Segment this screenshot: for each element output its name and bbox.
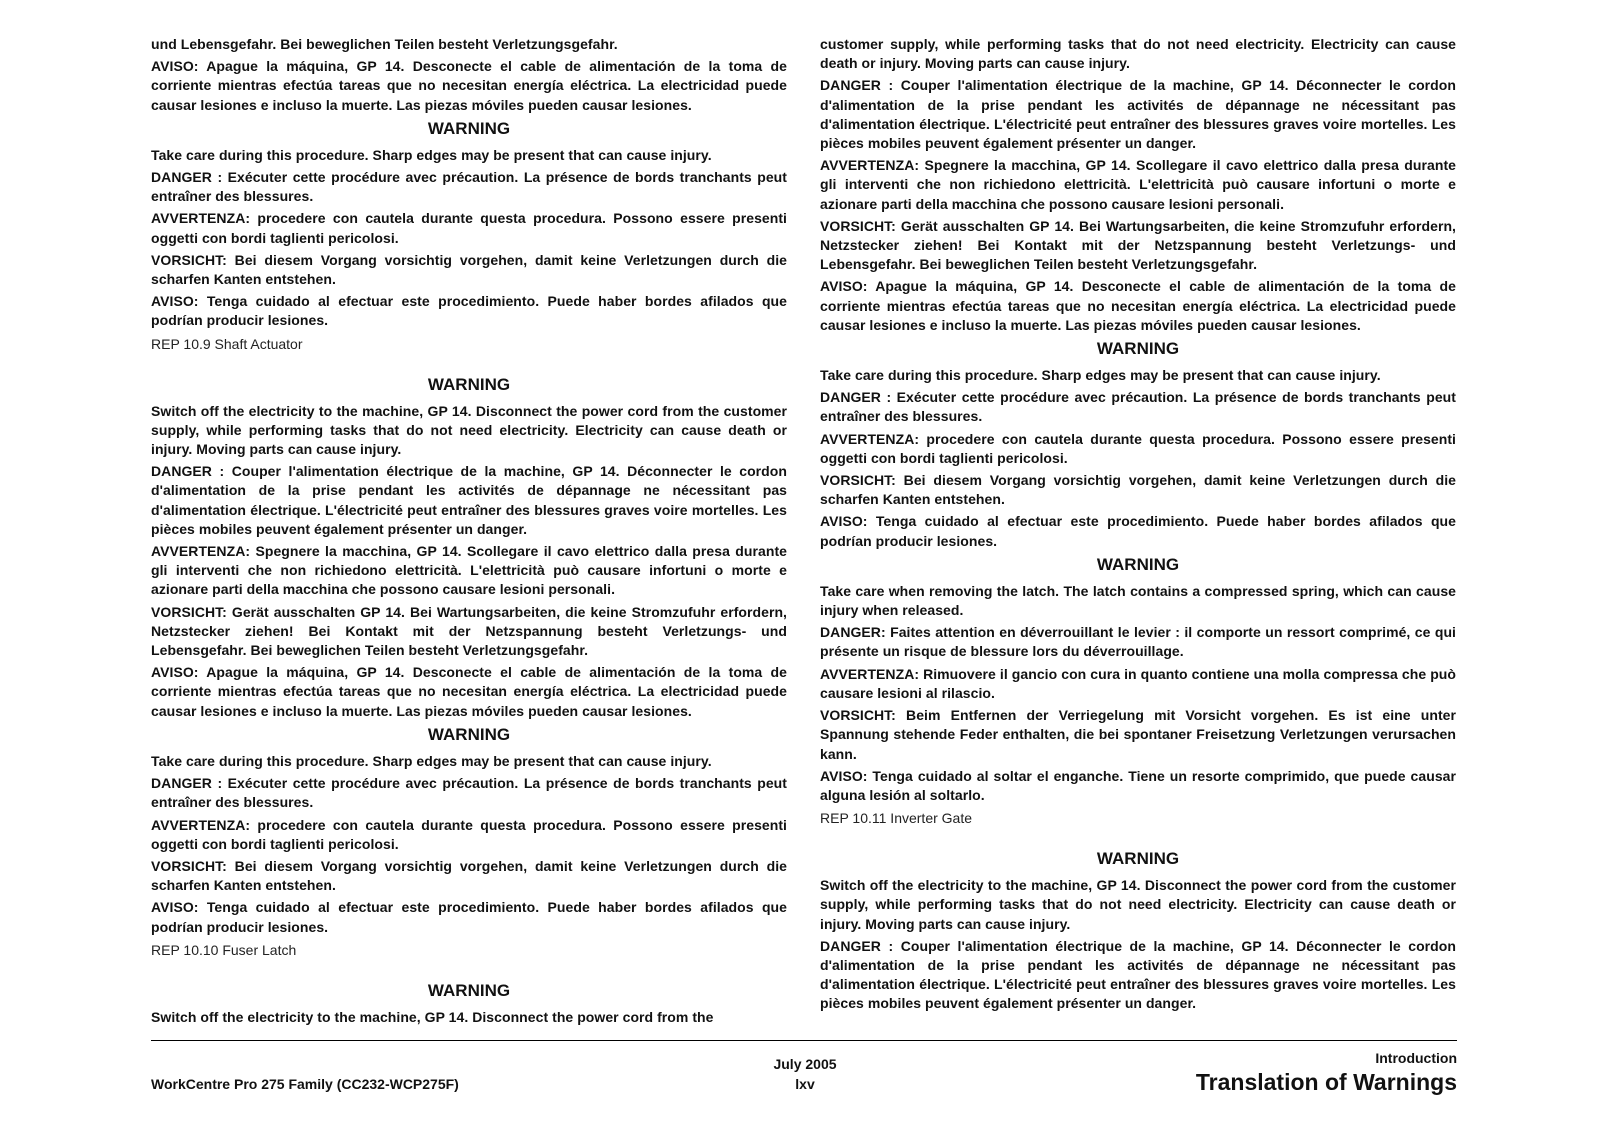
warning-paragraph: VORSICHT: Bei diesem Vorgang vorsichtig vorgehen, damit keine Verletzungen durch die scharfen Kanten entstehen. [820, 472, 1456, 508]
warning-heading: WARNING [427, 724, 511, 744]
warning-paragraph: DANGER : Exécuter cette procédure avec précaution. La présence de bords tranchants peut entraîner des blessures. [151, 169, 787, 205]
warning-heading: WARNING [1096, 554, 1180, 574]
warning-paragraph: customer supply, while performing tasks that do not need electricity. Electricity can cause death or injury. Moving parts can cause injury. [820, 36, 1456, 72]
footer-page-number: lxv [795, 1076, 815, 1092]
warning-paragraph: VORSICHT: Bei diesem Vorgang vorsichtig vorgehen, damit keine Verletzungen durch die scharfen Kanten entstehen. [151, 251, 787, 288]
warning-paragraph: DANGER: Faites attention en déverrouillant le levier : il comporte un ressort comprimé, ce qui présente un risque de blessure lors du déverrouillage. [820, 624, 1456, 660]
footer-product-name: WorkCentre Pro 275 Family (CC232-WCP275F) [151, 1076, 459, 1092]
warning-paragraph: AVVERTENZA: Spegnere la macchina, GP 14. Scollegare il cavo elettrico dalla presa durante gli interventi che non richiedono elettricità. L'elettricità può causare infortuni o morte e azionare parti della macchina che possono causare lesioni personali. [151, 543, 787, 598]
warning-paragraph: VORSICHT: Gerät ausschalten GP 14. Bei Wartungsarbeiten, die keine Stromzufuhr erfordern, Netzstecker ziehen! Bei Kontakt mit der Netzspannung besteht Verletzungs- und Lebensgefahr. Bei beweglichen Teilen besteht Verletzungsgefahr. [820, 217, 1456, 273]
rep-section-title: REP 10.10 Fuser Latch [151, 941, 297, 958]
warning-paragraph: AVVERTENZA: Spegnere la macchina, GP 14. Scollegare il cavo elettrico dalla presa durante gli interventi che non richiedono elettricità. L'elettricità può causare infortuni o morte e azionare parti della macchina che possono causare lesioni personali. [820, 157, 1456, 212]
warning-paragraph: DANGER : Exécuter cette procédure avec précaution. La présence de bords tranchants peut entraîner des blessures. [820, 389, 1456, 425]
warning-paragraph: AVISO: Apague la máquina, GP 14. Desconecte el cable de alimentación de la toma de corriente mientras efectúa tareas que no necesitan energía eléctrica. La electricidad puede causar lesiones e incluso la muerte. Las piezas móviles pueden causar lesiones. [820, 278, 1456, 333]
warning-paragraph: AVISO: Tenga cuidado al efectuar este procedimiento. Puede haber bordes afilados que podrían producir lesiones. [151, 293, 787, 329]
footer-right-block [1196, 1049, 1457, 1097]
warning-paragraph: AVVERTENZA: procedere con cautela durante questa procedura. Possono essere presenti oggetti con bordi taglienti pericolosi. [151, 210, 787, 246]
right-column [820, 35, 1456, 1017]
rep-section-title: REP 10.11 Inverter Gate [820, 810, 973, 827]
warning-paragraph: DANGER : Couper l'alimentation électrique de la machine, GP 14. Déconnecter le cordon d'alimentation de la prise pendant les activités de dépannage ne nécessitant pas d'alimentation électrique. L'électricité peut entraîner des blessures graves voire mortelles. Les pièces mobiles peuvent également présenter un danger. [151, 463, 787, 537]
warning-paragraph: Switch off the electricity to the machine, GP 14. Disconnect the power cord from the customer supply, while performing tasks that do not need electricity. Electricity can cause death or injury. Moving parts can cause injury. [151, 402, 787, 458]
warning-paragraph: AVVERTENZA: Rimuovere il gancio con cura in quanto contiene una molla compressa che può causare lesioni al rilascio. [820, 665, 1456, 701]
warning-paragraph: Take care when removing the latch. The latch contains a compressed spring, which can cause injury when released. [820, 582, 1456, 619]
warning-paragraph: Take care during this procedure. Sharp edges may be present that can cause injury. [820, 367, 1381, 384]
warning-heading: WARNING [427, 980, 511, 1000]
footer-divider [151, 1040, 1457, 1041]
warning-paragraph: AVISO: Tenga cuidado al efectuar este procedimiento. Puede haber bordes afilados que podrían producir lesiones. [820, 513, 1456, 549]
warning-paragraph: AVVERTENZA: procedere con cautela durante questa procedura. Possono essere presenti oggetti con bordi taglienti pericolosi. [820, 430, 1456, 466]
warning-paragraph: AVISO: Apague la máquina, GP 14. Desconecte el cable de alimentación de la toma de corriente mientras efectúa tareas que no necesitan energía eléctrica. La electricidad puede causar lesiones e incluso la muerte. Las piezas móviles pueden causar lesiones. [151, 664, 787, 719]
warning-paragraph: DANGER : Couper l'alimentation électrique de la machine, GP 14. Déconnecter le cordon d'alimentation de la prise pendant les activités de dépannage ne nécessitant pas d'alimentation électrique. L'électricité peut entraîner des blessures graves voire mortelles. Les pièces mobiles peuvent également présenter un danger. [820, 937, 1456, 1012]
warning-paragraph: DANGER : Couper l'alimentation électrique de la machine, GP 14. Déconnecter le cordon d'alimentation de la prise pendant les activités de dépannage ne nécessitant pas d'alimentation électrique. L'électricité peut entraîner des blessures graves voire mortelles. Les pièces mobiles peuvent également présenter un danger. [820, 77, 1456, 152]
warning-heading: WARNING [427, 374, 511, 394]
rep-section-title: REP 10.9 Shaft Actuator [151, 335, 303, 352]
warning-paragraph: und Lebensgefahr. Bei beweglichen Teilen besteht Verletzungsgefahr. [151, 36, 618, 52]
warning-paragraph: AVISO: Apague la máquina, GP 14. Desconecte el cable de alimentación de la toma de corriente mientras efectúa tareas que no necesitan energía eléctrica. La electricidad puede causar lesiones e incluso la muerte. Las piezas móviles pueden causar lesiones. [151, 58, 787, 113]
footer-document-title: Translation of Warnings [1195, 1069, 1457, 1095]
warning-paragraph: Switch off the electricity to the machine, GP 14. Disconnect the power cord from the customer supply, while performing tasks that do not need electricity. Electricity can cause death or injury. Moving parts can cause injury. [820, 877, 1456, 932]
warning-heading: WARNING [427, 118, 511, 138]
warning-paragraph: Take care during this procedure. Sharp edges may be present that can cause injury. [151, 752, 712, 769]
warning-paragraph: AVISO: Tenga cuidado al efectuar este procedimiento. Puede haber bordes afilados que podrían producir lesiones. [151, 899, 787, 935]
warning-heading: WARNING [1096, 849, 1180, 869]
warning-paragraph: DANGER : Exécuter cette procédure avec précaution. La présence de bords tranchants peut entraîner des blessures. [151, 775, 787, 811]
warning-heading: WARNING [1096, 339, 1180, 359]
footer-center-block [700, 1054, 910, 1094]
warning-paragraph: Take care during this procedure. Sharp edges may be present that can cause injury. [151, 146, 712, 163]
warning-paragraph: VORSICHT: Gerät ausschalten GP 14. Bei Wartungsarbeiten, die keine Stromzufuhr erfordern, Netzstecker ziehen! Bei Kontakt mit der Netzspannung besteht Verletzungs- und Lebensgefahr. Bei beweglichen Teilen besteht Verletzungsgefahr. [151, 603, 787, 659]
warning-paragraph: AVISO: Tenga cuidado al soltar el enganche. Tiene un resorte comprimido, que puede causar alguna lesión al soltarlo. [820, 767, 1456, 803]
footer-section-name: Introduction [1375, 1050, 1457, 1066]
warning-paragraph: Switch off the electricity to the machine, GP 14. Disconnect the power cord from the [151, 1008, 714, 1025]
warning-paragraph: VORSICHT: Bei diesem Vorgang vorsichtig vorgehen, damit keine Verletzungen durch die scharfen Kanten entstehen. [151, 857, 787, 894]
footer-date: July 2005 [773, 1056, 837, 1072]
warning-paragraph: VORSICHT: Beim Entfernen der Verriegelung mit Vorsicht vorgehen. Es ist eine unter Spannung stehende Feder enthalten, die bei spontaner Freisetzung Verletzungen verursachen kann. [820, 707, 1456, 762]
left-column [151, 35, 787, 1030]
warning-paragraph: AVVERTENZA: procedere con cautela durante questa procedura. Possono essere presenti oggetti con bordi taglienti pericolosi. [151, 816, 787, 852]
